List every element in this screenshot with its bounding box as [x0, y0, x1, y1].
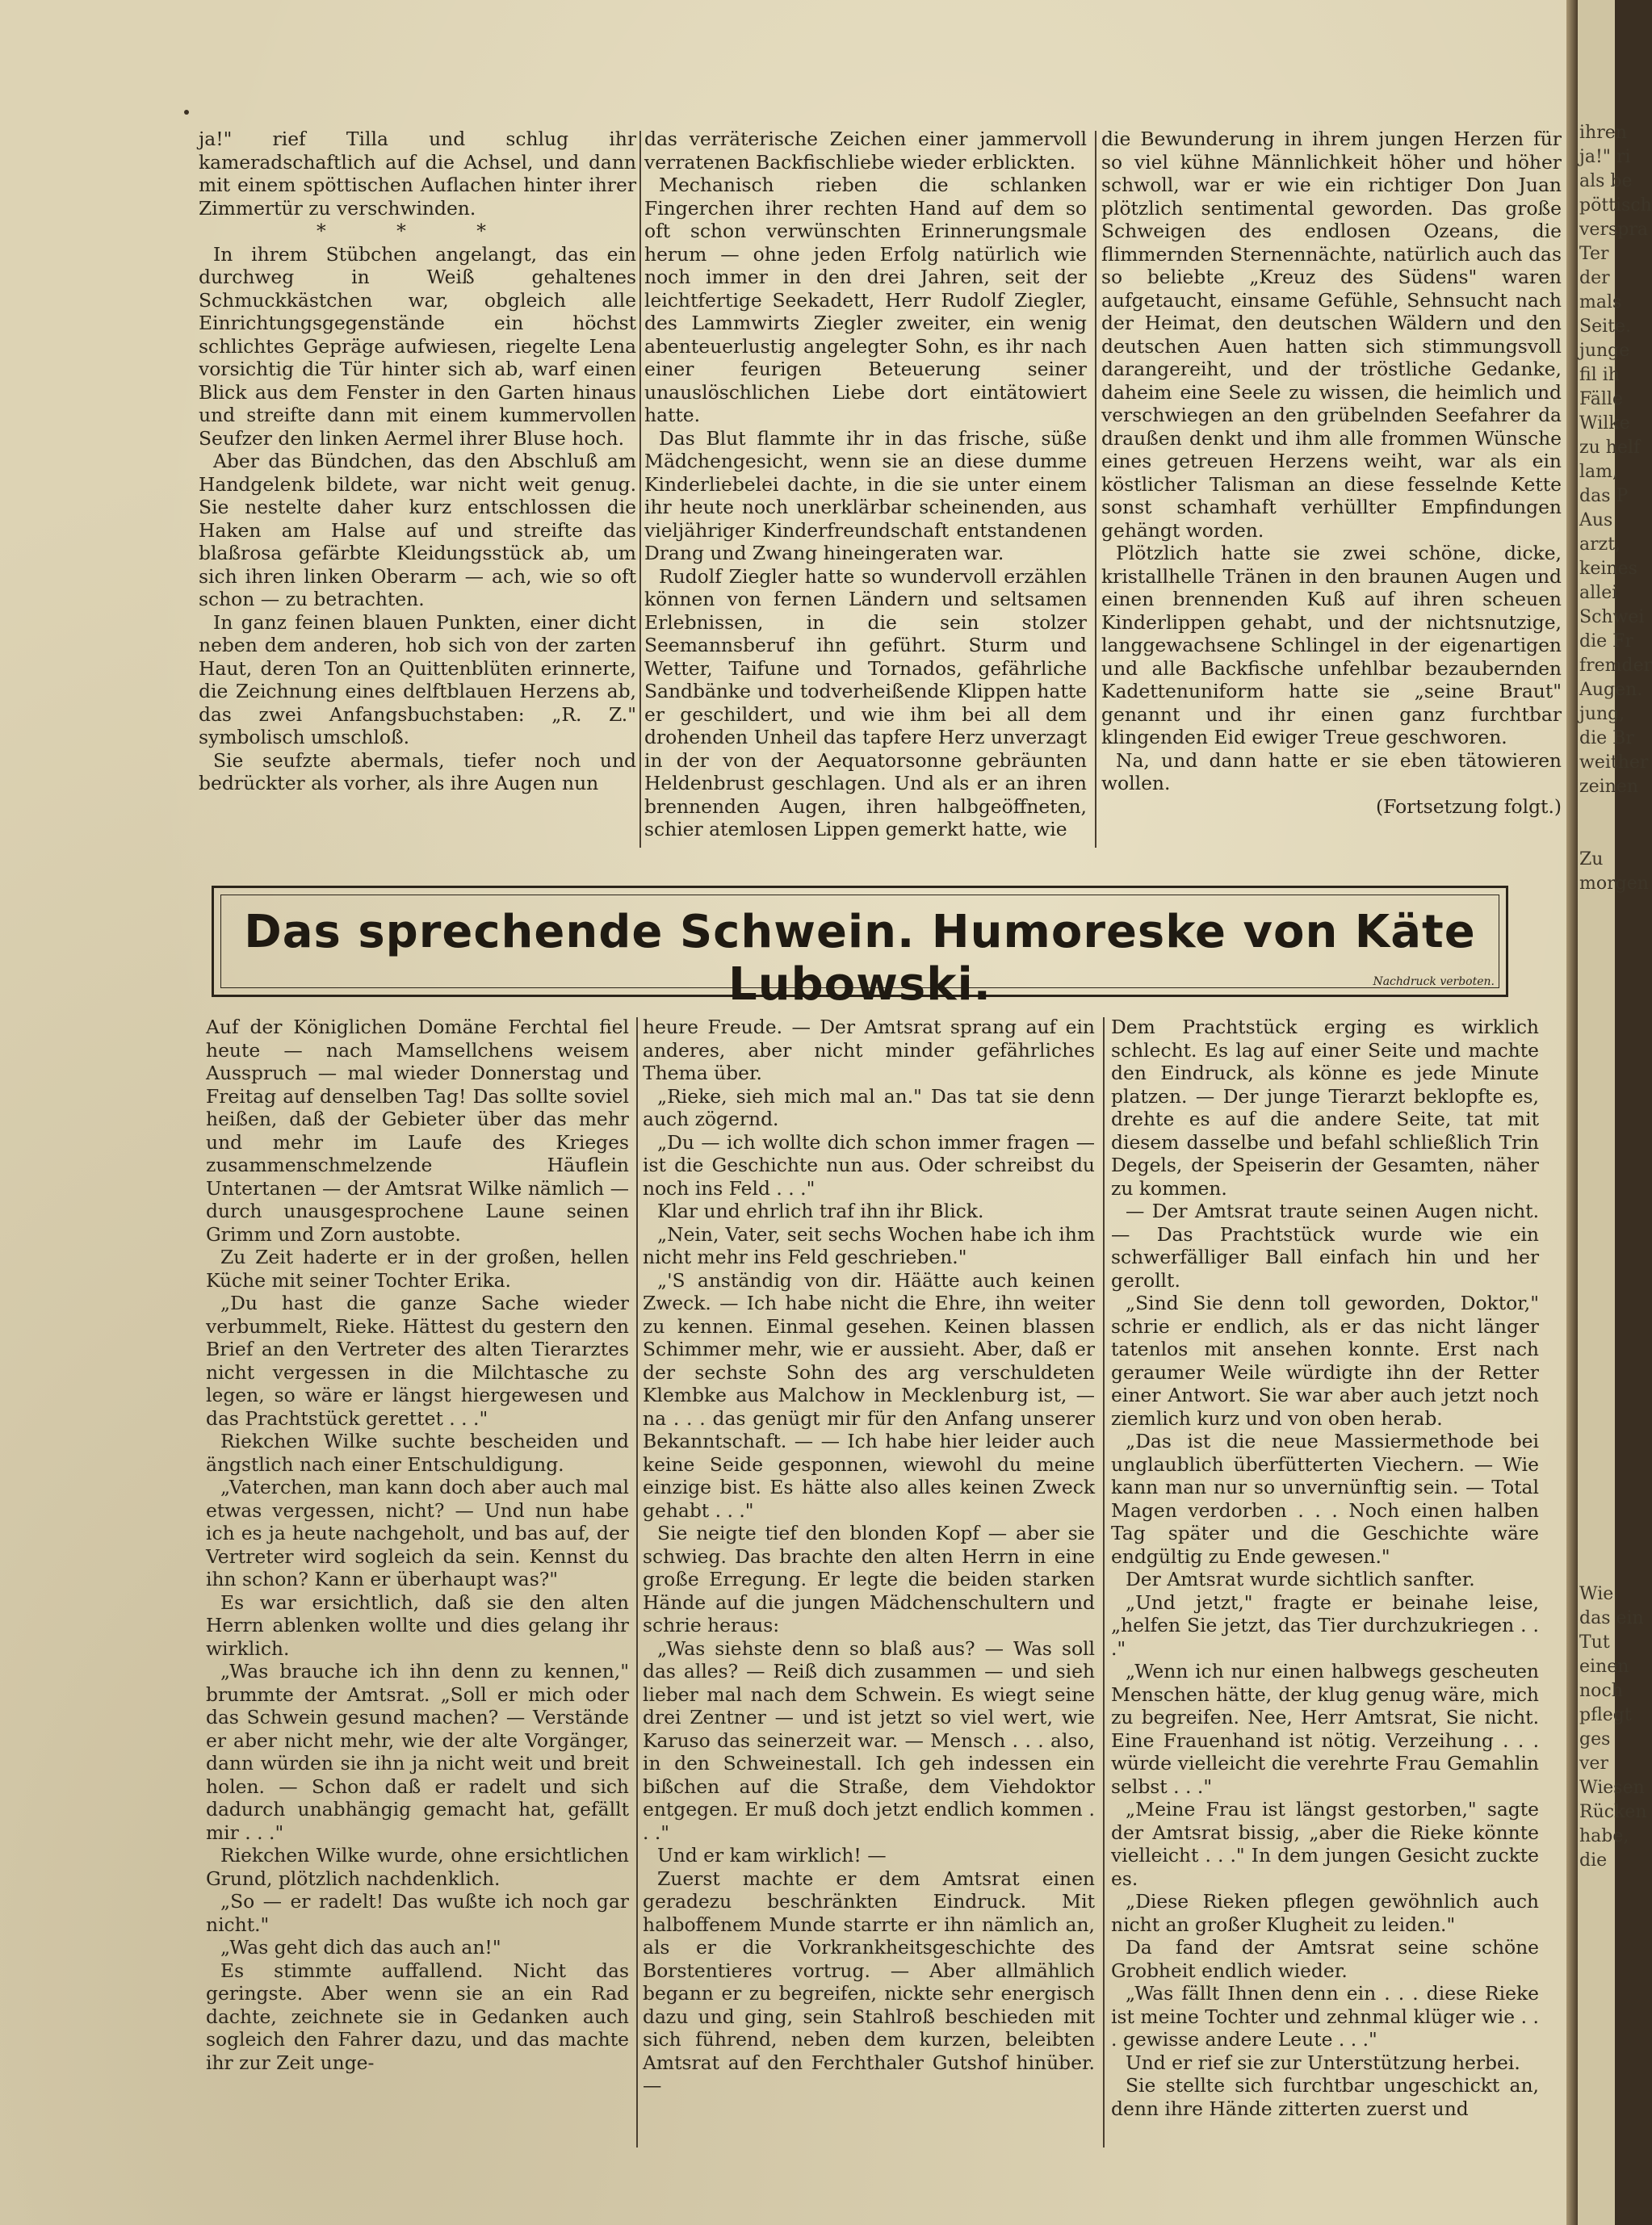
neighbor-text-fragment: Augen.: [1579, 680, 1643, 700]
neighbor-text-fragment: habe,: [1579, 1826, 1629, 1846]
neighbor-text-fragment: fil ih: [1579, 365, 1620, 385]
neighbor-text-fragment: morgen: [1579, 874, 1649, 894]
neighbor-text-fragment: zu helf: [1579, 438, 1641, 458]
ink-speck: [184, 110, 189, 115]
paragraph: heure Freude. — Der Amtsrat sprang auf ein anderes, aber nicht minder gefährliches Thema über.: [643, 1016, 1095, 1084]
neighbor-text-fragment: arzt,: [1579, 534, 1621, 555]
section-break: * * *: [317, 220, 518, 242]
paragraph: „Vaterchen, man kann doch aber auch mal etwas vergessen, nicht? — Und nun habe ich es ja heute nachgeholt, und bas auf, der Vertreter wird sogleich da sein. Kennst du ihn schon? Kann er überhaupt was?": [206, 1476, 629, 1590]
column-rule: [639, 131, 641, 848]
paragraph: Aber das Bündchen, das den Abschluß am Handgelenk bildete, war nicht weit genug. Sie nestelte daher kurz entschlossen die Haken am Halse auf und streifte das blaßrosa gefärbte Kleidungsstück ab, um sich ihren linken Oberarm — ach, wie so oft schon — zu betrachten.: [199, 450, 636, 610]
neighbor-text-fragment: allei: [1579, 583, 1618, 603]
neighbor-text-fragment: Wie: [1579, 1584, 1614, 1604]
paragraph: „So — er radelt! Das wußte ich noch gar nicht.": [206, 1890, 629, 1936]
paragraph: „Nein, Vater, seit sechs Wochen habe ich ihm nicht mehr ins Feld geschrieben.": [643, 1222, 1095, 1268]
neighbor-text-fragment: Zu: [1579, 849, 1604, 869]
paragraph: „Was fällt Ihnen denn ein . . . diese Rieke ist meine Tochter und zehnmal klüger wie . . . gewisse andere Leute . . .": [1111, 1982, 1539, 2051]
neighbor-text-fragment: Ter: [1579, 244, 1609, 264]
paragraph: „Du hast die ganze Sache wieder verbummelt, Rieke. Hättest du gestern den Brief an den Vertreter des alten Tierarztes nicht vergessen in die Milchtasche zu legen, so wäre er längst hiergewesen und das Prachtstück gerettet . . .": [206, 1292, 629, 1430]
column-rule: [1103, 1017, 1105, 2147]
paragraph: Dem Prachtstück erging es wirklich schlecht. Es lag auf einer Seite und machte den Eindruck, als könne es jede Minute platzen. — Der junge Tierarzt beklopfte es, drehte es auf die andere Seite, tat mit diesem dasselbe und befahl schließlich Trin Degels, der Speiserin der Gesamten, näher zu kommen.: [1111, 1016, 1539, 1200]
headline-box: [212, 886, 1508, 1011]
top-column-2: [644, 128, 1087, 841]
neighbor-text-fragment: Seite.: [1579, 316, 1631, 337]
paragraph: Sie seufzte abermals, tiefer noch und bedrückter als vorher, als ihre Augen nun: [199, 748, 636, 794]
neighbor-text-fragment: Tut: [1579, 1632, 1610, 1653]
paragraph: „Was geht dich das auch an!": [220, 1936, 501, 1959]
paragraph: Auf der Königlichen Domäne Ferchtal fiel heute — nach Mamsellchens weisem Ausspruch — mal wieder Donnerstag und Freitag auf denselben Tag! Das sollte soviel heißen, daß der Gebieter über das mehr und mehr im Laufe des Krieges zusammenschmelzende Häuflein Untertanen — der Amtsrat Wilke nämlich — durch unausgesprochene Laune seinen Grimm und Zorn austobte.: [206, 1016, 629, 1246]
column-rule: [636, 1017, 638, 2147]
paragraph: Klar und ehrlich traf ihn ihr Blick.: [657, 1200, 984, 1222]
paragraph: Riekchen Wilke suchte bescheiden und ängstlich nach einer Entschuldigung.: [206, 1430, 629, 1476]
paragraph: Und er kam wirklich! —: [657, 1844, 887, 1867]
neighbor-text-fragment: fremder: [1579, 656, 1652, 676]
paragraph: „Was siehste denn so blaß aus? — Was soll das alles? — Reiß dich zusammen — und sieh lieber mal nach dem Schwein. Es wiegt seine drei Zentner — und ist jetzt so viel wert, wie Karuso das seinerzeit war. — Mensch . . . also, in den Schweinestall. Ich geh indessen ein bißchen auf die Straße, dem Viehdoktor entgegen. Er muß doch jetzt endlich kommen . . .": [643, 1636, 1095, 1844]
top-column-3: [1101, 128, 1562, 818]
story-column-1: [206, 1016, 629, 2074]
paragraph: — Der Amtsrat traute seinen Augen nicht. — Das Prachtstück wurde wie ein schwerfälliger Ball einfach hin und her gerollt.: [1111, 1200, 1539, 1292]
paragraph: „'S anständig von dir. Häätte auch keinen Zweck. — Ich habe nicht die Ehre, ihn weiter zu kennen. Einmal gesehen. Keinen blassen Schimmer mehr, wie er aussieht. Aber, daß er der sechste Sohn des arg verschuldeten Klembke aus Malchow in Mecklenburg ist, — na . . . das genügt mir für den Anfang unserer Bekanntschaft. — — Ich habe hier leider auch keine Seide gesponnen, wiewohl du meine einzige bist. Es hätte also alles keinen Zweck gehabt . . .": [643, 1268, 1095, 1522]
reprint-note: Nachdruck verboten.: [1373, 975, 1495, 988]
neighbor-text-fragment: der: [1579, 268, 1610, 288]
neighbor-text-fragment: Rücken: [1579, 1802, 1647, 1822]
neighbor-text-fragment: lam,: [1579, 462, 1619, 482]
neighbor-text-fragment: jung,: [1579, 704, 1625, 724]
story-column-3: [1111, 1016, 1539, 2120]
story-column-2: [643, 1016, 1095, 2097]
page-gutter: [1566, 0, 1578, 2225]
paragraph: Das Blut flammte ihr in das frische, süße Mädchengesicht, wenn sie an diese dumme Kinderliebelei dachte, in die sie unter einem ihr heute noch unerklärbar scheinenden, aus vieljähriger Kinderfreundschaft entstandenen Drang und Zwang hineingeraten war.: [644, 426, 1087, 564]
paragraph: Zu Zeit haderte er in der großen, hellen Küche mit seiner Tochter Erika.: [206, 1246, 629, 1292]
neighbor-text-fragment: das P: [1579, 486, 1629, 506]
paragraph: „Rieke, sieh mich mal an." Das tat sie denn auch zögernd.: [643, 1084, 1095, 1130]
neighbor-text-fragment: ja!" ri: [1579, 147, 1631, 167]
neighbor-text-fragment: pöttisch: [1579, 195, 1652, 216]
paragraph: „Und jetzt," fragte er beinahe leise, „helfen Sie jetzt, das Tier durchzukriegen . . .": [1111, 1590, 1539, 1660]
paragraph: „Was brauche ich ihn denn zu kennen," brummte der Amtsrat. „Soll er mich oder das Schwein gesund machen? — Verstände er aber nicht mehr, wie der alte Vorgänger, dann würden sie ihn ja nicht weit und breit holen. — Schon daß er radelt und sich dadurch unabhängig gemacht hat, gefällt mir . . .": [206, 1660, 629, 1844]
neighbor-text-fragment: das ein: [1579, 1608, 1644, 1628]
paragraph: „Du — ich wollte dich schon immer fragen — ist die Geschichte nun aus. Oder schreibst du noch ins Feld . . .": [643, 1130, 1095, 1200]
neighbor-text-fragment: die Fr: [1579, 631, 1633, 652]
neighbor-text-fragment: Schwei: [1579, 607, 1645, 627]
neighbor-text-fragment: pflegt: [1579, 1705, 1632, 1725]
neighbor-text-fragment: noch: [1579, 1681, 1623, 1701]
paragraph: „Wenn ich nur einen halbwegs gescheuten Menschen hätte, der klug genug wäre, mich zu begreifen. Nee, Herr Amtsrat, Sie nicht. Eine Frauenhand ist nötig. Verzeihung . . . würde vielleicht die verehrte Frau Gemahlin selbst . . .": [1111, 1660, 1539, 1798]
paragraph: Rudolf Ziegler hatte so wundervoll erzählen können von fernen Ländern und seltsamen Erlebnissen, in die sein stolzer Seemannsberuf ihn geführt. Sturm und Wetter, Taifune und Tornados, gefährliche Sandbänke und todverheißende Klippen hatte er geschildert, und wie ihm bei all dem drohenden Unheil das tapfere Herz unverzagt in der von der Aequatorsonne gebräunten Heldenbrust geschlagen. Und als er an ihren brennenden Augen, ihren halbgeöffneten, schier atemlosen Lippen gemerkt hatte, wie: [644, 564, 1087, 840]
paragraph: Riekchen Wilke wurde, ohne ersichtlichen Grund, plötzlich nachdenklich.: [206, 1844, 629, 1890]
paragraph: „Diese Rieken pflegen gewöhnlich auch nicht an großer Klugheit zu leiden.": [1111, 1890, 1539, 1936]
paragraph: Zuerst machte er dem Amtsrat einen geradezu beschränkten Eindruck. Mit halboffenem Munde starrte er ihn nämlich an, als er die Vorkrankheitsgeschichte des Borstentieres vortrug. — Aber allmählich begann er zu begreifen, nickte sehr energisch dazu und ging, sein Stahlroß beschieden mit sich führend, neben dem kurzen, beleibten Amtsrat auf den Ferchthaler Gutshof hinüber. —: [643, 1867, 1095, 2097]
top-column-1: [199, 128, 636, 795]
neighbor-text-fragment: einen: [1579, 1657, 1629, 1677]
neighbor-text-fragment: die Br: [1579, 728, 1634, 748]
continuation-note: (Fortsetzung folgt.): [1376, 794, 1562, 818]
paragraph: „Meine Frau ist längst gestorben," sagte der Amtsrat bissig, „aber die Rieke könnte vielleicht . . ." In dem jungen Gesicht zuckte es.: [1111, 1798, 1539, 1890]
paragraph: In ihrem Stübchen angelangt, das ein durchweg in Weiß gehaltenes Schmuckkästchen war, obgleich alle Einrichtungsgegenstände ein höchst schlichtes Gepräge aufwiesen, riegelte Lena vorsichtig die Tür hinter sich ab, warf einen Blick aus dem Fenster in den Garten hinaus und streifte dann mit einem kummervollen Seufzer den linken Aermel ihrer Bluse hoch.: [199, 242, 636, 450]
neighbor-text-fragment: Wilke: [1579, 413, 1630, 434]
paragraph: Sie neigte tief den blonden Kopf — aber sie schwieg. Das brachte den alten Herrn in eine große Erregung. Er legte die beiden starken Hände auf die jungen Mädchenschultern und schrie heraus:: [643, 1522, 1095, 1636]
neighbor-text-fragment: ihren: [1579, 123, 1627, 143]
paragraph: Mechanisch rieben die schlanken Fingerchen ihrer rechten Hand auf dem so oft schon verwünschten Erinnerungsmale herum — ohne jeden Erfolg natürlich wie noch immer in den drei Jahren, seit der leichtfertige Seekadett, Herr Rudolf Ziegler, des Lammwirts Ziegler zweiter, ein wenig abenteuerlustig angelegter Sohn, es ihr nach einer feurigen Beteuerung seiner unauslöschlichen Liebe dort eintätowiert hatte.: [644, 174, 1087, 426]
paragraph: Da fand der Amtsrat seine schöne Grobheit endlich wieder.: [1111, 1936, 1539, 1982]
neighbor-text-fragment: zeinen: [1579, 777, 1639, 797]
paragraph: Der Amtsrat wurde sichtlich sanfter.: [1126, 1568, 1475, 1590]
neighbor-text-fragment: als be: [1579, 171, 1633, 191]
neighbor-text-fragment: Wiesen: [1579, 1778, 1645, 1798]
neighbor-text-fragment: Aus: [1579, 510, 1613, 530]
paragraph: In ganz feinen blauen Punkten, einer dicht neben dem anderen, hob sich von der zarten Haut, deren Ton an Quittenblüten erinnerte, die Zeichnung eines delftblauen Herzens ab, das zwei Anfangsbuchstaben: „R. Z." symbolisch umschloß.: [199, 610, 636, 748]
paragraph: Na, und dann hatte er sie eben tätowieren wollen.: [1101, 748, 1562, 794]
headline-title: Das sprechende Schwein. Humoreske von Käte Lubowski.: [244, 906, 1476, 1011]
paragraph: Und er rief sie zur Unterstützung herbei.: [1126, 2051, 1520, 2074]
neighbor-text-fragment: die: [1579, 1850, 1608, 1871]
neighbor-text-fragment: keines: [1579, 559, 1637, 579]
neighbor-text-fragment: mals: [1579, 292, 1622, 312]
neighbor-text-fragment: Fälle: [1579, 389, 1623, 409]
paragraph: „Das ist die neue Massiermethode bei unglaublich überfütterten Viechern. — Wie kann man nur so unvernünftig sein. — Total Magen verdorben . . . Noch einen halben Tag später und die Geschichte wäre endgültig zu Ende gewesen.": [1111, 1430, 1539, 1568]
column-rule: [1095, 131, 1096, 848]
paragraph: „Sind Sie denn toll geworden, Doktor," schrie er endlich, als er das nicht länger tatenlos mit ansehen konnte. Erst nach geraumer Weile würdigte ihn der Retter einer Antwort. Sie war aber auch jetzt noch ziemlich kurz und von oben herab.: [1111, 1292, 1539, 1430]
paragraph: die Bewunderung in ihrem jungen Herzen für so viel kühne Männlichkeit höher und höher schwoll, war er wie ein richtiger Don Juan plötzlich sentimental geworden. Das große Schweigen des endlosen Ozeans, die flimmernden Sternennächte, natürlich auch das so beliebte „Kreuz des Südens" waren aufgetaucht, einsame Gefühle, Sehnsucht nach der Heimat, den deutschen Wäldern und den deutschen Auen hatten sich stimmungsvoll darangereiht, und der tröstliche Gedanke, daheim eine Seele zu wissen, die heimlich und verschwiegen an den grübelnden Seefahrer da draußen denkt und ihm alle frommen Wünsche eines getreuen Herzens weiht, war als ein köstlicher Talisman an diese fesselnde Kette sonst schamhaft verhüllter Empfindungen gehängt worden.: [1101, 128, 1562, 542]
neighbor-text-fragment: ver: [1579, 1754, 1608, 1774]
neighbor-text-fragment: verspra: [1579, 220, 1648, 240]
paragraph: ja!" rief Tilla und schlug ihr kameradschaftlich auf die Achsel, und dann mit einem spöttischen Auflachen hinter ihrer Zimmertür zu verschwinden.: [199, 128, 636, 220]
neighbor-text-fragment: ges: [1579, 1729, 1611, 1749]
paragraph: Sie stellte sich furchtbar ungeschickt an, denn ihre Hände zitterten zuerst und: [1111, 2074, 1539, 2120]
paragraph: Plötzlich hatte sie zwei schöne, dicke, kristallhelle Tränen in den braunen Augen und einen brennenden Kuß auf ihren scheuen Kinderlippen gehabt, und der nichtsnutzige, langgewachsene Schlingel in der eigenartigen und alle Backfische unfehlbar bezaubernden Kadettenuniform hatte sie „seine Braut" genannt und ihr einen ganz furchtbar klingenden Eid ewiger Treue geschworen.: [1101, 542, 1562, 748]
neighbor-text-fragment: weither: [1579, 752, 1649, 773]
paragraph: Es stimmte auffallend. Nicht das geringste. Aber wenn sie an ein Rad dachte, zeichnete sie in Gedanken auch sogleich den Fahrer dazu, und das machte ihr zur Zeit unge-: [206, 1959, 629, 2074]
neighbor-page-edge: [1578, 0, 1652, 2225]
neighbor-text-fragment: junge: [1579, 341, 1630, 361]
paragraph: Es war ersichtlich, daß sie den alten Herrn ablenken wollte und dies gelang ihr wirklich.: [206, 1590, 629, 1660]
paragraph: das verräterische Zeichen einer jammervoll verratenen Backfischliebe wieder erblickten.: [644, 128, 1087, 174]
